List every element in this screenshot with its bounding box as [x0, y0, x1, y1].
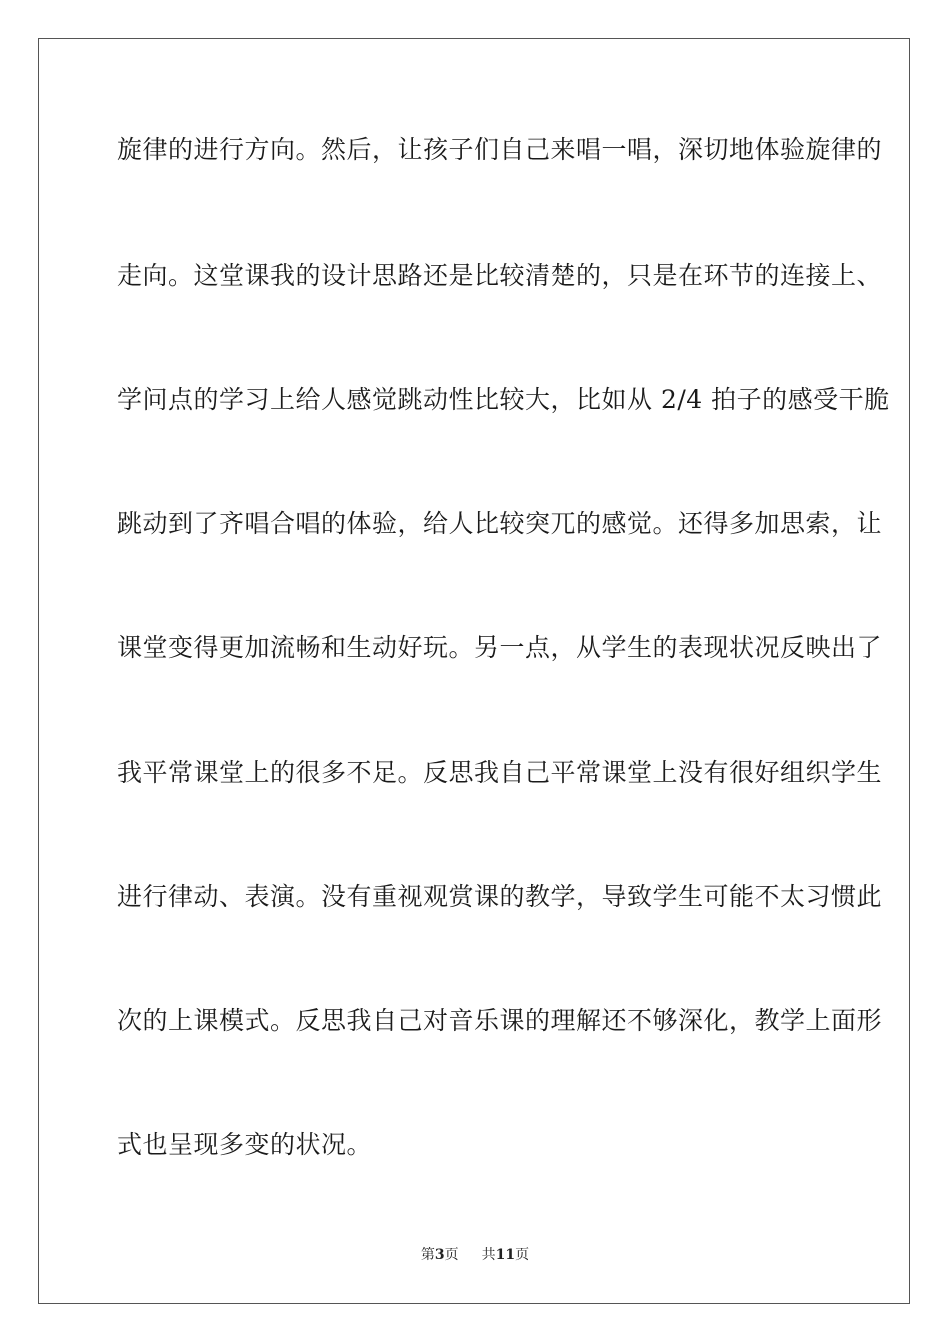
total-page-count: 11	[495, 1247, 516, 1263]
page-prefix: 第	[420, 1247, 435, 1263]
paragraph-line: 次的上课模式。反思我自己对音乐课的理解还不够深化，教学上面形	[117, 1006, 883, 1035]
total-suffix: 页	[515, 1247, 530, 1263]
page-number	[421, 1247, 463, 1263]
page-suffix: 页	[444, 1247, 459, 1263]
total-pages	[482, 1247, 529, 1263]
paragraph-line: 学问点的学习上给人感觉跳动性比较大，比如从 2/4 拍子的感受干脆	[117, 385, 890, 414]
paragraph-line: 旋律的进行方向。然后，让孩子们自己来唱一唱，深切地体验旋律的	[117, 135, 883, 164]
paragraph-line: 走向。这堂课我的设计思路还是比较清楚的，只是在环节的连接上、	[117, 261, 883, 290]
total-prefix: 共	[481, 1247, 496, 1263]
paragraph-line: 式也呈现多变的状况。	[117, 1130, 373, 1159]
paragraph-line: 我平常课堂上的很多不足。反思我自己平常课堂上没有很好组织学生	[117, 758, 883, 787]
paragraph-line: 跳动到了齐唱合唱的体验，给人比较突兀的感觉。还得多加思索，让	[117, 509, 883, 538]
page-footer	[0, 1246, 950, 1264]
current-page-number: 3	[434, 1247, 445, 1263]
page-border	[38, 38, 910, 1304]
paragraph-line: 进行律动、表演。没有重视观赏课的教学，导致学生可能不太习惯此	[117, 882, 883, 911]
paragraph-line: 课堂变得更加流畅和生动好玩。另一点，从学生的表现状况反映出了	[117, 633, 883, 662]
